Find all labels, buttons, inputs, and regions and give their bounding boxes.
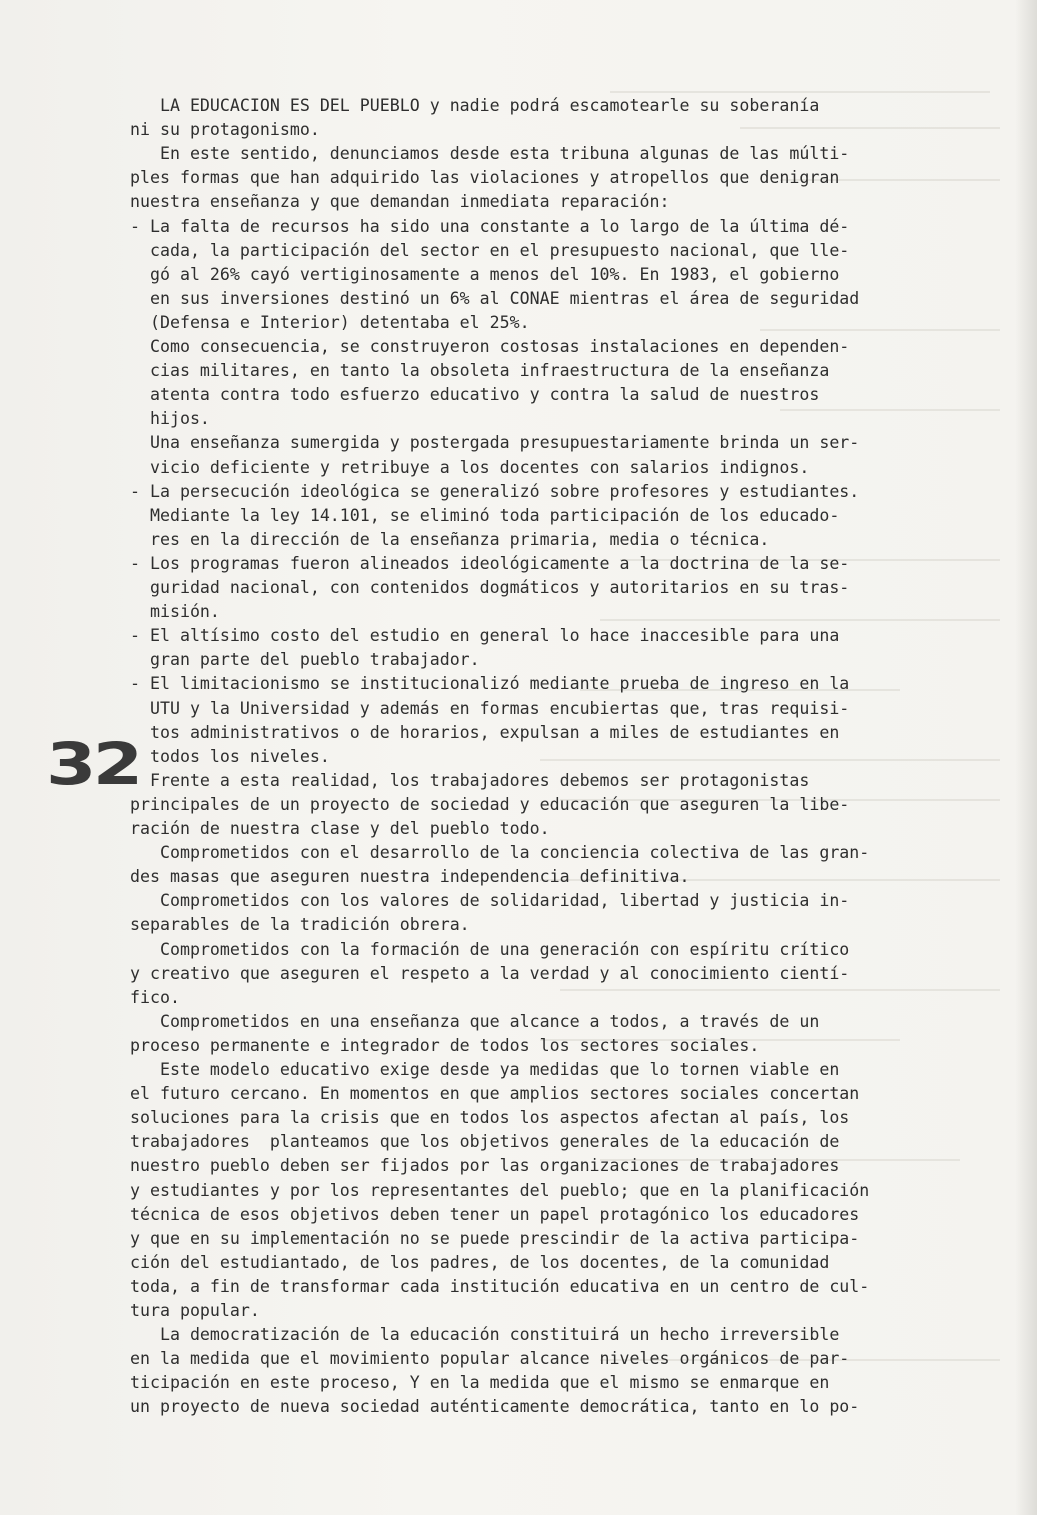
text-line: Comprometidos con el desarrollo de la conciencia colectiva de las gran-: [130, 843, 870, 863]
text-line: ticipación en este proceso, Y en la medida que el mismo se enmarque en: [130, 1373, 830, 1393]
text-line: misión.: [130, 602, 220, 622]
text-line: guridad nacional, con contenidos dogmáticos y autoritarios en su tras-: [130, 578, 850, 597]
text-line: ples formas que han adquirido las violaciones y atropellos que denigran: [130, 168, 840, 188]
text-line: atenta contra todo esfuerzo educativo y contra la salud de nuestros: [130, 385, 820, 405]
text-line: el futuro cercano. En momentos en que amplios sectores sociales concertan: [130, 1084, 860, 1104]
text-line: (Defensa e Interior) detentaba el 25%.: [130, 312, 530, 332]
text-line: Como consecuencia, se construyeron costosas instalaciones en dependen-: [130, 337, 850, 356]
text-line: un proyecto de nueva sociedad auténticamente democrática, tanto en lo po-: [130, 1397, 860, 1417]
text-line: - Los programas fueron alineados ideológicamente a la doctrina de la se-: [130, 553, 850, 573]
page-edge-shadow: [1015, 0, 1037, 1515]
text-line: Este modelo educativo exige desde ya medidas que lo tornen viable en: [130, 1060, 840, 1079]
text-line: Una enseñanza sumergida y postergada presupuestariamente brinda un ser-: [130, 433, 860, 453]
text-line: - La falta de recursos ha sido una constante a lo largo de la última dé-: [130, 216, 850, 236]
text-line: res en la dirección de la enseñanza primaria, media o técnica.: [130, 529, 770, 549]
text-line: LA EDUCACION ES DEL PUEBLO y nadie podrá escamotearle su soberanía: [130, 96, 820, 115]
text-line: ración de nuestra clase y del pueblo todo.: [130, 819, 550, 838]
text-line: separables de la tradición obrera.: [130, 915, 470, 935]
text-line: Comprometidos en una enseñanza que alcance a todos, a través de un: [130, 1011, 820, 1031]
text-line: - La persecución ideológica se generalizó sobre profesores y estudiantes.: [130, 481, 860, 501]
text-line: ción del estudiantado, de los padres, de los docentes, de la comunidad: [130, 1252, 830, 1272]
text-line: gran parte del pueblo trabajador.: [130, 650, 480, 670]
text-line: La democratización de la educación constituirá un hecho irreversible: [130, 1325, 840, 1345]
text-line: toda, a fin de transformar cada institución educativa en un centro de cul-: [130, 1276, 870, 1296]
text-line: todos los niveles.: [130, 746, 330, 766]
text-line: Mediante la ley 14.101, se eliminó toda participación de los educado-: [130, 505, 840, 525]
page-number: 32: [46, 730, 140, 798]
text-line: ni su protagonismo.: [130, 120, 320, 140]
text-line: y que en su implementación no se puede prescindir de la activa participa-: [130, 1228, 860, 1248]
text-line: tura popular.: [130, 1301, 260, 1320]
text-line: UTU y la Universidad y además en formas encubiertas que, tras requisi-: [130, 698, 850, 718]
text-line: trabajadores planteamos que los objetivos generales de la educación de: [130, 1132, 840, 1152]
text-line: cias militares, en tanto la obsoleta infraestructura de la enseñanza: [130, 361, 830, 381]
text-line: Comprometidos con los valores de solidaridad, libertad y justicia in-: [130, 891, 850, 911]
text-line: fico.: [130, 987, 180, 1007]
text-line: gó al 26% cayó vertiginosamente a menos del 10%. En 1983, el gobierno: [130, 264, 840, 284]
text-line: des masas que aseguren nuestra independencia definitiva.: [130, 867, 690, 887]
text-line: y estudiantes y por los representantes del pueblo; que en la planificación: [130, 1180, 870, 1200]
text-line: Frente a esta realidad, los trabajadores debemos ser protagonistas: [130, 770, 810, 790]
text-line: y creativo que aseguren el respeto a la verdad y al conocimiento cientí-: [130, 963, 850, 983]
text-line: nuestro pueblo deben ser fijados por las organizaciones de trabajadores: [130, 1156, 840, 1176]
text-line: vicio deficiente y retribuye a los docentes con salarios indignos.: [130, 457, 810, 477]
text-line: técnica de esos objetivos deben tener un papel protagónico los educadores: [130, 1204, 860, 1224]
text-line: tos administrativos o de horarios, expulsan a miles de estudiantes en: [130, 722, 840, 742]
text-line: en la medida que el movimiento popular alcance niveles orgánicos de par-: [130, 1349, 850, 1369]
text-line: hijos.: [130, 409, 210, 429]
text-line: en sus inversiones destinó un 6% al CONAE mientras el área de seguridad: [130, 288, 860, 308]
text-line: Comprometidos con la formación de una generación con espíritu crítico: [130, 939, 850, 959]
text-line: - El limitacionismo se institucionalizó mediante prueba de ingreso en la: [130, 674, 850, 694]
text-line: principales de un proyecto de sociedad y educación que aseguren la libe-: [130, 794, 850, 814]
text-line: nuestra enseñanza y que demandan inmediata reparación:: [130, 192, 670, 212]
text-line: cada, la participación del sector en el presupuesto nacional, que lle-: [130, 240, 850, 260]
text-line: soluciones para la crisis que en todos los aspectos afectan al país, los: [130, 1108, 850, 1128]
text-line: proceso permanente e integrador de todos los sectores sociales.: [130, 1035, 760, 1055]
text-line: En este sentido, denunciamos desde esta tribuna algunas de las múlti-: [130, 144, 850, 164]
text-line: - El altísimo costo del estudio en general lo hace inaccesible para una: [130, 626, 840, 646]
